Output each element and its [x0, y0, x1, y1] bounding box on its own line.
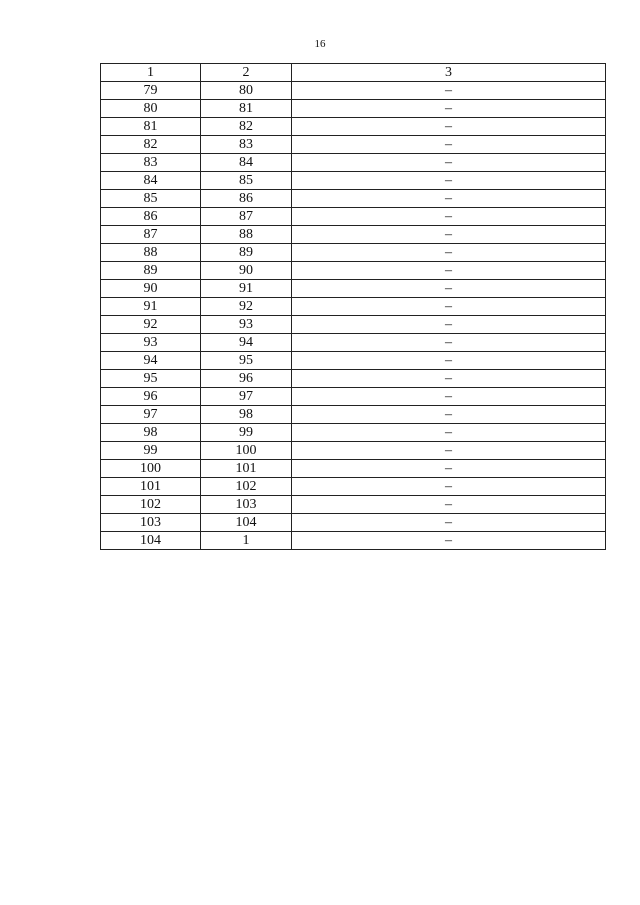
table-cell-col-1: 97	[101, 406, 201, 424]
table-cell-col-3: –	[292, 532, 606, 550]
table-cell-col-3: –	[292, 460, 606, 478]
table-cell-col-3: –	[292, 478, 606, 496]
table-row	[101, 118, 606, 136]
table-cell-col-3: –	[292, 298, 606, 316]
table-cell-col-3: –	[292, 352, 606, 370]
table-row	[101, 352, 606, 370]
table-cell-col-2: 99	[201, 424, 292, 442]
table-cell-col-1: 94	[101, 352, 201, 370]
table-row	[101, 442, 606, 460]
table-cell-col-1: 81	[101, 118, 201, 136]
table-cell-col-3: –	[292, 154, 606, 172]
table-cell-col-2: 86	[201, 190, 292, 208]
table-cell-col-2: 81	[201, 100, 292, 118]
table-cell-col-2: 98	[201, 406, 292, 424]
table-cell-col-1: 80	[101, 100, 201, 118]
table-cell-col-2: 88	[201, 226, 292, 244]
table-cell-col-3: –	[292, 496, 606, 514]
table-cell-col-3: –	[292, 172, 606, 190]
table-cell-col-2: 104	[201, 514, 292, 532]
table-cell-col-2: 93	[201, 316, 292, 334]
table-cell-col-3: –	[292, 82, 606, 100]
table-cell-col-2: 90	[201, 262, 292, 280]
table-cell-col-1: 88	[101, 244, 201, 262]
table-cell-col-1: 79	[101, 82, 201, 100]
table-cell-col-1: 100	[101, 460, 201, 478]
table-cell-col-3: –	[292, 370, 606, 388]
table-cell-col-2: 102	[201, 478, 292, 496]
table-cell-col-1: 83	[101, 154, 201, 172]
table-cell-col-1: 90	[101, 280, 201, 298]
header-cell-3: 3	[292, 64, 606, 82]
table-cell-col-2: 83	[201, 136, 292, 154]
table-row	[101, 208, 606, 226]
table-cell-col-1: 86	[101, 208, 201, 226]
table-cell-col-2: 91	[201, 280, 292, 298]
table-cell-col-3: –	[292, 244, 606, 262]
table-row	[101, 496, 606, 514]
table-cell-col-3: –	[292, 406, 606, 424]
table-cell-col-3: –	[292, 226, 606, 244]
table-cell-col-1: 102	[101, 496, 201, 514]
table-cell-col-1: 104	[101, 532, 201, 550]
table-row	[101, 388, 606, 406]
table-row	[101, 514, 606, 532]
table-cell-col-3: –	[292, 388, 606, 406]
table-cell-col-2: 92	[201, 298, 292, 316]
table-row	[101, 82, 606, 100]
table-cell-col-1: 89	[101, 262, 201, 280]
table-row	[101, 316, 606, 334]
table-cell-col-2: 80	[201, 82, 292, 100]
table-row	[101, 100, 606, 118]
table-cell-col-3: –	[292, 442, 606, 460]
header-row	[101, 64, 606, 82]
table-cell-col-1: 91	[101, 298, 201, 316]
table-row	[101, 262, 606, 280]
table-row	[101, 334, 606, 352]
table-cell-col-1: 98	[101, 424, 201, 442]
header-cell-2: 2	[201, 64, 292, 82]
table-cell-col-1: 95	[101, 370, 201, 388]
table-row	[101, 406, 606, 424]
table-cell-col-2: 84	[201, 154, 292, 172]
data-table	[100, 63, 606, 550]
table-cell-col-1: 93	[101, 334, 201, 352]
table-cell-col-3: –	[292, 316, 606, 334]
table-row	[101, 424, 606, 442]
table-cell-col-2: 94	[201, 334, 292, 352]
table-row	[101, 154, 606, 172]
table-cell-col-1: 92	[101, 316, 201, 334]
table-cell-col-3: –	[292, 334, 606, 352]
table-row	[101, 136, 606, 154]
table-cell-col-1: 99	[101, 442, 201, 460]
table-cell-col-2: 87	[201, 208, 292, 226]
table-row	[101, 298, 606, 316]
table-cell-col-2: 103	[201, 496, 292, 514]
table-cell-col-3: –	[292, 280, 606, 298]
table-row	[101, 172, 606, 190]
table-row	[101, 244, 606, 262]
table-cell-col-2: 95	[201, 352, 292, 370]
table-cell-col-2: 85	[201, 172, 292, 190]
table-cell-col-1: 82	[101, 136, 201, 154]
table-cell-col-2: 1	[201, 532, 292, 550]
table-body	[101, 82, 606, 550]
table-cell-col-3: –	[292, 514, 606, 532]
table-cell-col-1: 96	[101, 388, 201, 406]
table-cell-col-3: –	[292, 262, 606, 280]
table-cell-col-1: 103	[101, 514, 201, 532]
table-row	[101, 460, 606, 478]
table-cell-col-2: 100	[201, 442, 292, 460]
table-header	[101, 64, 606, 82]
table-cell-col-2: 97	[201, 388, 292, 406]
table-cell-col-3: –	[292, 208, 606, 226]
table-cell-col-1: 101	[101, 478, 201, 496]
table-cell-col-3: –	[292, 190, 606, 208]
header-cell-1: 1	[101, 64, 201, 82]
table-cell-col-2: 96	[201, 370, 292, 388]
table-cell-col-1: 87	[101, 226, 201, 244]
table-cell-col-2: 82	[201, 118, 292, 136]
table-row	[101, 532, 606, 550]
table-cell-col-3: –	[292, 424, 606, 442]
table-row	[101, 370, 606, 388]
table-cell-col-1: 85	[101, 190, 201, 208]
table-row	[101, 478, 606, 496]
table-cell-col-2: 101	[201, 460, 292, 478]
table-cell-col-3: –	[292, 118, 606, 136]
page-number: 16	[314, 38, 326, 50]
table-cell-col-3: –	[292, 136, 606, 154]
table-cell-col-2: 89	[201, 244, 292, 262]
table-cell-col-3: –	[292, 100, 606, 118]
table-row	[101, 190, 606, 208]
table-row	[101, 280, 606, 298]
table-row	[101, 226, 606, 244]
table-cell-col-1: 84	[101, 172, 201, 190]
